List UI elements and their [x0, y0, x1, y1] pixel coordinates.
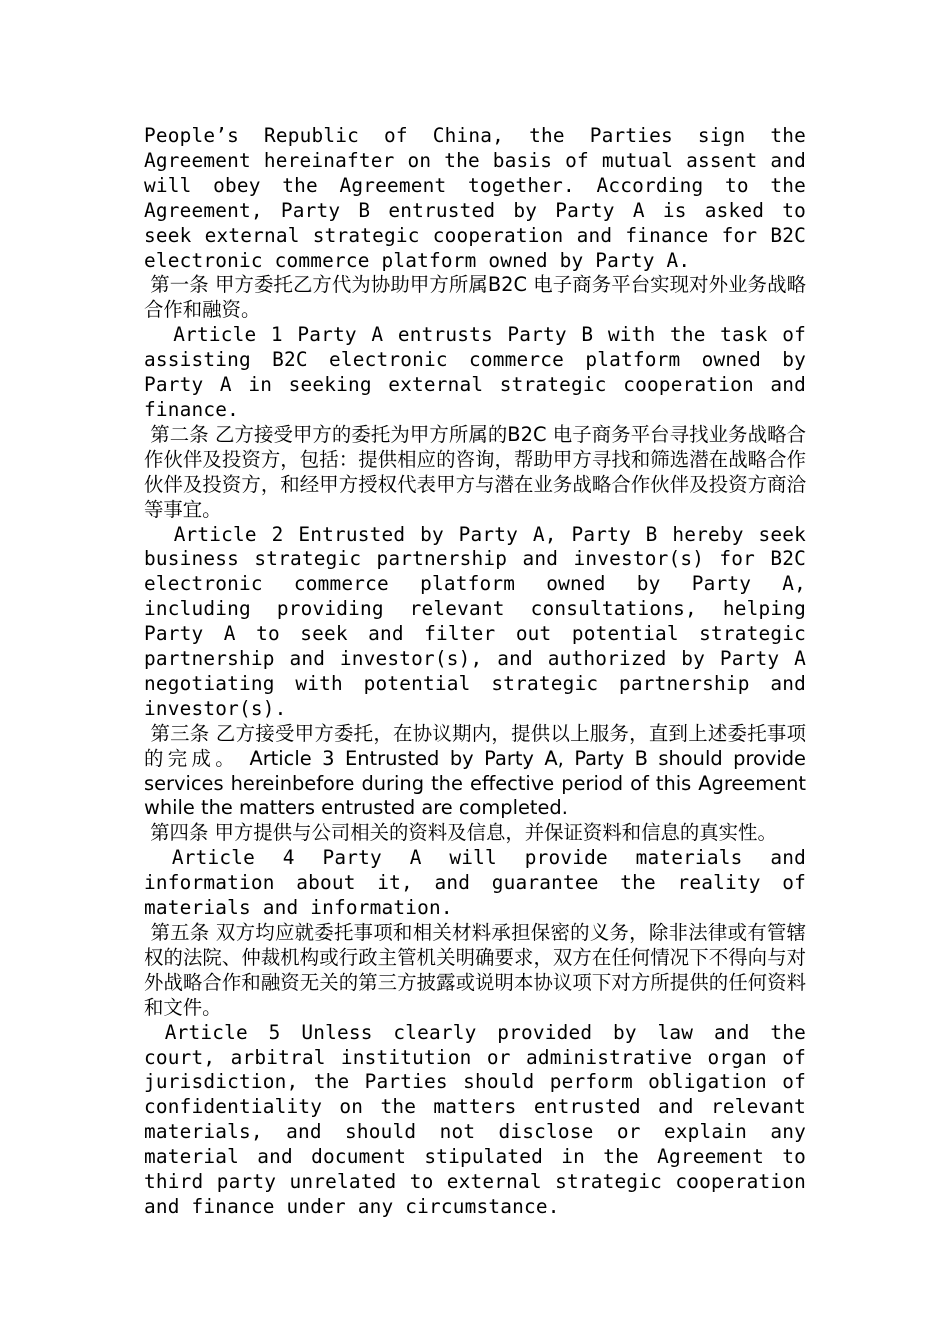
paragraph-preamble-en: People’s Republic of China, the Parties sign the Agreement hereinafter on the basis of mutual assent and will obey the Agreement together. According to the Agreement, Party B entrusted by Party A is asked to seek external strategic cooperation and finance for B2C electronic commerce platform owned by Party A.: [144, 124, 818, 272]
paragraph-article-4-en: Article 4 Party A will provide materials and information about it, and guarantee the reality of materials and information.: [144, 846, 818, 920]
paragraph-article-2-en: Article 2 Entrusted by Party A, Party B hereby seek business strategic partnership and investor(s) for B2C electronic commerce platform owned by Party A, including providing relevant consultations, helping Party A to seek and filter out potential strategic partnership and investor(s), and authorized by Party A negotiating with potential strategic partnership and investor(s).: [144, 522, 818, 720]
document-page: [144, 124, 818, 1220]
paragraph-article-4-zh: 第四条 甲方提供与公司相关的资料及信息，并保证资料和信息的真实性。: [144, 821, 777, 845]
paragraph-article-3: 第三条 乙方接受甲方委托，在协议期内，提供以上服务，直到上述委托事项的完成。 Article 3 Entrusted by Party A, Party B should provide services hereinbefore during the effective period of this Agreement while the matters entrusted are completed.: [144, 721, 813, 820]
paragraph-article-5-zh: 第五条 双方均应就委托事项和相关材料承担保密的义务，除非法律或有管辖权的法院、仲裁机构或行政主管机关明确要求，双方在任何情况下不得向与对外战略合作和融资无关的第三方披露或说明本协议项下对方所提供的任何资料和文件。: [144, 921, 806, 1019]
paragraph-article-1-en: Article 1 Party A entrusts Party B with the task of assisting B2C electronic commerce platform owned by Party A in seeking external strategic cooperation and finance.: [144, 323, 818, 421]
paragraph-article-5-en: Article 5 Unless clearly provided by law and the court, arbitral institution or administrative organ of jurisdiction, the Parties should perform obligation of confidentiality on the matters entrusted and relevant materials, and should not disclose or explain any material and document stipulated in the Agreement to third party unrelated to external strategic cooperation and finance under any circumstance.: [144, 1020, 818, 1218]
paragraph-article-1-zh: 第一条 甲方委托乙方代为协助甲方所属B2C 电子商务平台实现对外业务战略合作和融资。: [144, 273, 806, 322]
paragraph-article-2-zh: 第二条 乙方接受甲方的委托为甲方所属的B2C 电子商务平台寻找业务战略合作伙伴及投资方，包括：提供相应的咨询，帮助甲方寻找和筛选潜在战略合作伙伴及投资方，和经甲方授权代表甲方与潜在业务战略合作伙伴及投资方商洽等事宜。: [144, 422, 806, 521]
